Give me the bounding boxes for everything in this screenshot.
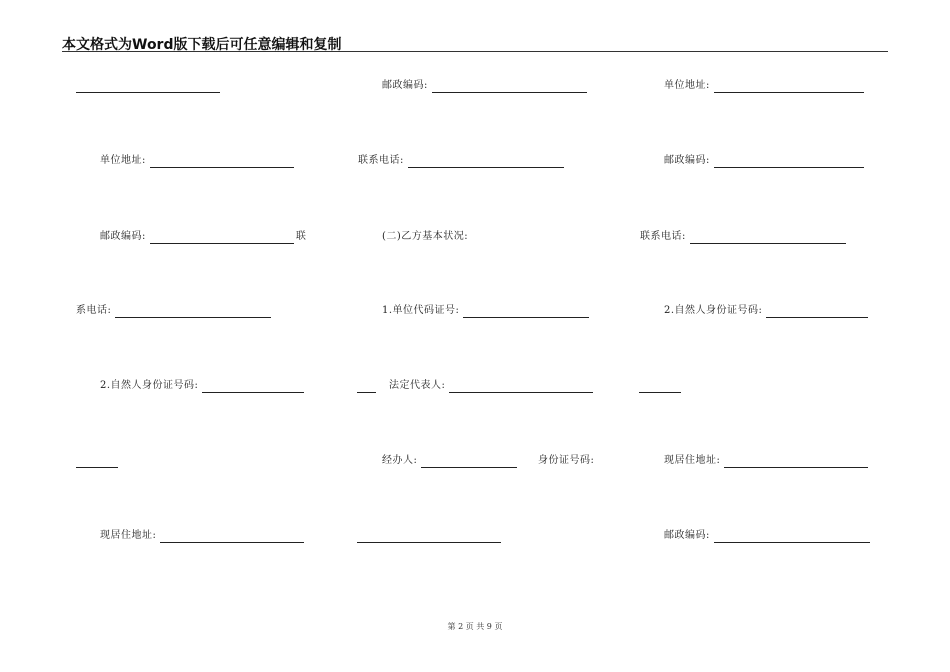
field-label: 联系电话: xyxy=(640,231,686,242)
contact-phone-field xyxy=(640,230,846,244)
fill-blank[interactable] xyxy=(160,531,304,543)
fill-blank[interactable] xyxy=(690,232,846,244)
id-number-field xyxy=(664,304,868,318)
contact-phone-field xyxy=(76,304,271,318)
id-number-field xyxy=(538,454,594,468)
fill-blank[interactable] xyxy=(714,531,870,543)
blank-line-row7-mid xyxy=(357,529,501,543)
field-label: 单位地址: xyxy=(664,80,710,91)
field-label: 现居住地址: xyxy=(664,455,721,466)
field-label: 现居住地址: xyxy=(100,530,157,541)
field-label: 系电话: xyxy=(76,305,112,316)
page-number: 第 2 页 共 9 页 xyxy=(447,622,503,631)
field-label: 联系电话: xyxy=(358,155,404,166)
fill-blank[interactable] xyxy=(76,81,220,93)
party-b-basic-info-heading xyxy=(382,230,468,244)
blank-line-row5-right xyxy=(639,379,681,393)
fill-blank[interactable] xyxy=(463,306,589,318)
field-label: 身份证号码: xyxy=(538,455,595,466)
fill-blank[interactable] xyxy=(150,232,294,244)
id-number-field xyxy=(100,379,304,393)
unit-address-field xyxy=(664,79,864,93)
blank-line-row1-left xyxy=(76,79,220,93)
fill-blank[interactable] xyxy=(76,456,118,468)
current-address-field xyxy=(664,454,868,468)
fill-blank[interactable] xyxy=(421,456,517,468)
field-label: 邮政编码: xyxy=(382,80,428,91)
fill-blank[interactable] xyxy=(766,306,868,318)
header-divider xyxy=(62,51,888,52)
fill-blank[interactable] xyxy=(432,81,587,93)
field-label: 邮政编码: xyxy=(664,530,710,541)
contact-phone-field xyxy=(358,154,564,168)
handler-field xyxy=(382,454,517,468)
postal-code-field xyxy=(664,529,870,543)
fill-blank[interactable] xyxy=(150,156,294,168)
fill-blank[interactable] xyxy=(449,381,593,393)
fill-blank[interactable] xyxy=(408,156,564,168)
field-label: 2.自然人身份证号码: xyxy=(664,305,763,316)
blank-line-row6-left xyxy=(76,454,118,468)
field-label: 法定代表人: xyxy=(389,380,446,391)
current-address-field xyxy=(100,529,304,543)
fill-blank[interactable] xyxy=(714,81,864,93)
postal-code-field xyxy=(382,79,587,93)
section-heading: (二)乙方基本状况: xyxy=(382,231,469,242)
postal-code-field xyxy=(100,230,306,244)
document-header-title: 本文格式为Word版下载后可任意编辑和复制 xyxy=(62,37,342,53)
wrapped-text: 联 xyxy=(295,231,307,242)
field-label: 1.单位代码证号: xyxy=(382,305,460,316)
field-label: 单位地址: xyxy=(100,155,146,166)
legal-representative-field xyxy=(389,379,593,393)
fill-blank[interactable] xyxy=(357,531,501,543)
fill-blank[interactable] xyxy=(714,156,864,168)
blank-line-row5-mid xyxy=(357,379,376,393)
field-label: 2.自然人身份证号码: xyxy=(100,380,199,391)
fill-blank[interactable] xyxy=(357,381,376,393)
unit-address-field xyxy=(100,154,294,168)
fill-blank[interactable] xyxy=(639,381,681,393)
field-label: 经办人: xyxy=(382,455,418,466)
fill-blank[interactable] xyxy=(202,381,304,393)
field-label: 邮政编码: xyxy=(100,231,146,242)
unit-code-field xyxy=(382,304,589,318)
field-label: 邮政编码: xyxy=(664,155,710,166)
fill-blank[interactable] xyxy=(115,306,271,318)
postal-code-field xyxy=(664,154,864,168)
fill-blank[interactable] xyxy=(724,456,868,468)
